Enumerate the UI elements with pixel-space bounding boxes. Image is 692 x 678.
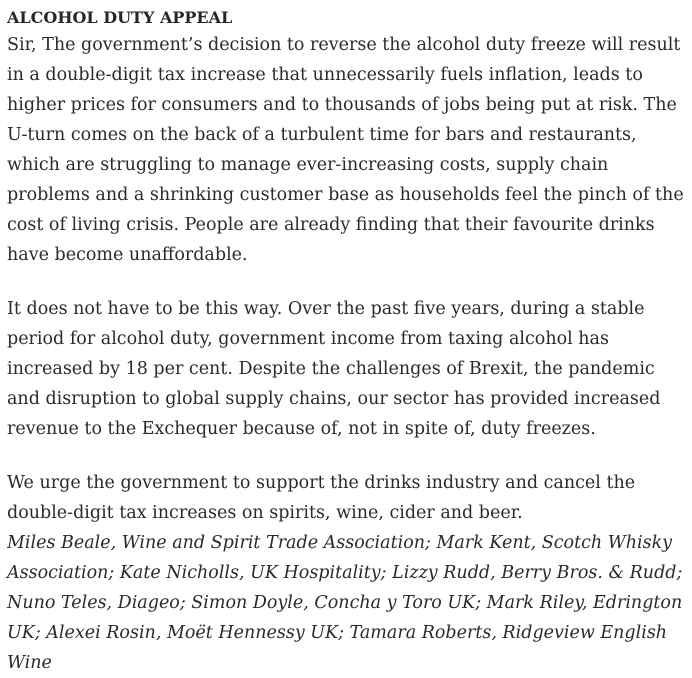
letter-paragraph-1: Sir, The government’s decision to reverse the alcohol duty freeze will result in a double-digit tax increase that unnecessarily fuels inflation, leads to higher prices for consumers and to thousands of jobs being put at risk. The U-turn comes on the back of a turbulent time for bars and restaurants, which are struggling to manage ever-increasing costs, supply chain problems and a shrinking customer base as households feel the pinch of the cost of living crisis. People are already finding that their favourite drinks have become unaffordable. (7, 35, 684, 265)
letter-signatories: Miles Beale, Wine and Spirit Trade Association; Mark Kent, Scotch Whisky Association; Kate Nicholls, UK Hospitality; Lizzy Rudd, Berry Bros. & Rudd; Nuno Teles, Diageo; Simon Doyle, Concha y Toro UK; Mark Riley, Edrington UK; Alexei Rosin, Moët Hennessy UK; Tamara Roberts, Ridgeview English Wine (7, 533, 683, 673)
letter-paragraph-2: It does not have to be this way. Over the past five years, during a stable period for alcohol duty, government income from taxing alcohol has increased by 18 per cent. Despite the challenges of Brexit, the pandemic and disruption to global supply chains, our sector has provided increased revenue to the Exchequer because of, not in spite of, duty freezes. (7, 299, 661, 439)
letter-article (7, 6, 687, 678)
letter-paragraph-3: We urge the government to support the drinks industry and cancel the double-digit tax increases on spirits, wine, cider and beer. (7, 473, 636, 523)
letter-heading: ALCOHOL DUTY APPEAL (7, 8, 233, 27)
